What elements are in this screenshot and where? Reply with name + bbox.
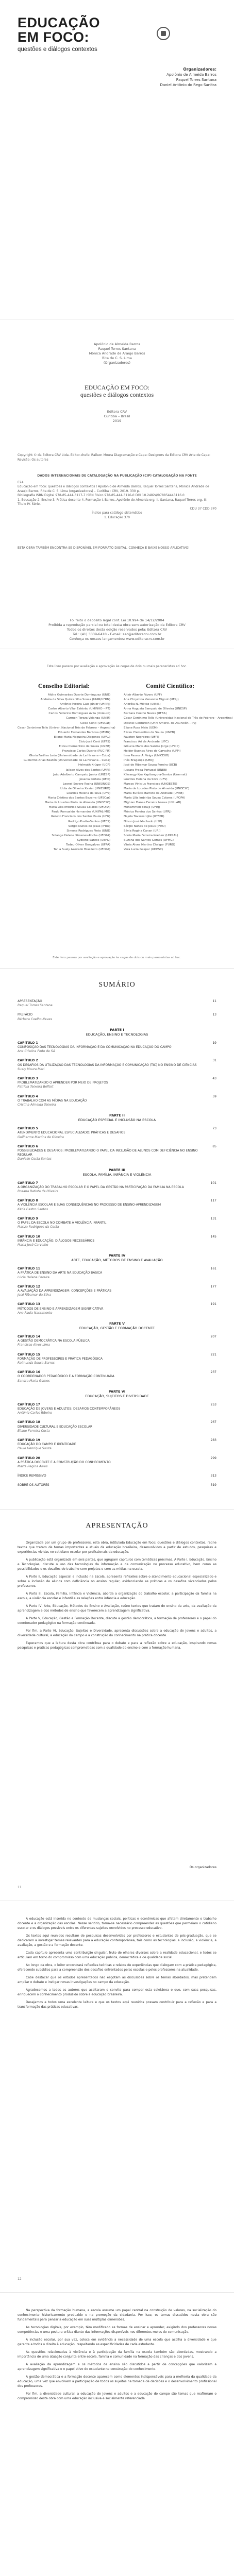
toc-entry-author: Guilherme Martins de Oliveira [18, 1135, 64, 1139]
committee-member: Míghian Danae Ferreira Nunes (UNILAB) [124, 801, 181, 805]
toc-page-number: 19 [212, 1041, 216, 1045]
council-member: Carlos Federico Dominguez Avila (Unieuro) [48, 712, 110, 716]
toc-entry [18, 1041, 216, 1054]
council-member: Jailson Alves dos Santos (UFRJ) [65, 768, 110, 772]
toc-part-name: ESCOLA, FAMÍLIA, INFÂNCIA E VIOLÊNCIA [82, 1172, 152, 1177]
toc-entry-author: Sandra Maria Gomes [18, 1379, 50, 1383]
council-member: Renato Francisco dos Santos Paula (UFG) [51, 815, 110, 819]
toc-part-label: PARTE VI [108, 1389, 126, 1394]
committee-member: Gláucia Maria dos Santos Jorge (UFOP) [124, 745, 180, 749]
toc-part-name: ARTE, EDUCAÇÃO, MÉTODOS DE ENSINO E AVALIAÇÃO [71, 1258, 163, 1263]
toc-entry-title: A ORGANIZAÇÃO DO TRABALHO ESCOLAR E O PAPEL DA GESTÃO NA PARTICIPAÇÃO DA FAMÍLIA NA ESCOLA [18, 1185, 184, 1189]
toc-entry-title: O COORDENADOR PEDAGÓGICO E A FORMAÇÃO CONTINUADA [18, 1375, 114, 1379]
toc-chapter-label: CAPÍTULO 2 [18, 1059, 38, 1063]
paragraph: A educação está inserida no contexto de mudanças sociais, políticas e econômicas que afetam diretamente o trabalho docente e a organização das escolas. Nesse sentido, torna-se necessário compreender as questões que permeiam o cotidiano escolar e os diálogos possíveis entre os diferentes sujeitos envolvidos no processo educativo. [18, 1917, 216, 1930]
toc-page-number: 31 [212, 1059, 216, 1063]
council-member: Maria Cristina dos Santos Bezerra (UFSCar) [47, 796, 110, 800]
toc-page-number: 13 [212, 1013, 216, 1017]
toc-entry-title: A GESTÃO DEMOCRÁTICA NA ESCOLA PÚBLICA [18, 1339, 90, 1343]
paragraph: A Parte II, Educação Especial e Inclusão na Escola, apresenta reflexões sobre o atendimento educacional especializado e sobre a inclusão de alunos com deficiência no ensino regular, evidenciando as práticas e os desafios vivenciados pelos professores. [18, 1575, 216, 1588]
paragraph: Cada capítulo apresenta uma contribuição singular, fruto de olhares diversos sobre a realidade educacional, e todos se articulam em torno do compromisso com uma educação pública, democrática e de qualidade social. [18, 1951, 216, 1959]
publisher-city: Curitiba – Brasil [104, 414, 130, 418]
committee-member: Altair Alberto Fávero (UPF) [124, 693, 162, 697]
toc-part [18, 1028, 216, 1037]
toc-page-number: 177 [210, 1284, 216, 1289]
text-body [18, 2308, 216, 2404]
toc-entry-author: Maria José Carvalho [18, 1243, 48, 1247]
toc-chapter-label: CAPÍTULO 8 [18, 1199, 38, 1203]
toc-entry-author: Suely Moura Meri [18, 1067, 45, 1071]
toc-entry [18, 1145, 216, 1162]
council-member: Maria Lília Imbiriba Sousa Colares (UFOPA) [48, 806, 110, 809]
toc-heading: SUMÁRIO [98, 981, 136, 989]
toc-chapter-label: CAPÍTULO 1 [18, 1041, 38, 1045]
table-of-contents-page [0, 969, 234, 1510]
cip-code: E24 [18, 480, 24, 484]
toc-entry-author: Ana Paula Nascimento [18, 1311, 53, 1315]
toc-entry [18, 1438, 216, 1451]
paragraph: As tecnologias digitais, por exemplo, têm modificado as formas de ensinar e aprender, exigindo dos professores novas competências e uma postura crítica diante das informações disponíveis nos diferentes meios de comunicação. [18, 2326, 216, 2334]
toc-chapter-label: CAPÍTULO 9 [18, 1216, 38, 1221]
toc-page-number: 207 [210, 1334, 216, 1338]
toc-part [18, 1168, 216, 1177]
toc-entry-author: Ana Cristina Pinto de Sá [18, 1049, 55, 1054]
scientific-committee-list [124, 693, 233, 852]
toc-entry-title: ÍNDICE REMISSIVO [18, 1474, 46, 1478]
toc-entry-title: INFÂNCIA E EDUCAÇÃO: DIÁLOGOS NECESSÁRIOS [18, 1239, 95, 1243]
committee-member: Barbara Coelho Neves (UFBA) [124, 712, 167, 716]
toc-chapter-label: CAPÍTULO 11 [18, 1267, 40, 1271]
toc-page-number: 11 [212, 999, 216, 1003]
toc-entry-author: Francisco Alves Lima [18, 1343, 50, 1347]
toc-entry-title: OS DESAFIOS DA UTILIZAÇÃO DAS TECNOLOGIAS DA INFORMAÇÃO E COMUNICAÇÃO (TIC) NO ENSINO DE CIÊNCIAS [18, 1063, 197, 1067]
toc-page-number: 319 [210, 1483, 216, 1487]
toc-chapter-label: CAPÍTULO 17 [18, 1402, 40, 1406]
toc-page-number: 43 [212, 1077, 216, 1081]
cover-page [0, 0, 234, 319]
presentation-body [18, 1540, 216, 1653]
paragraph: A Parte III, Escola, Família, Infância e Violência, aborda a organização do trabalho escolar, a participação da família na escola, a violência escolar e infantil e as relações entre infância e educação. [18, 1592, 216, 1600]
committee-member: Cesar Gerónimo Tello (Universidad Nacional de Três de Febrero – Argentina) [124, 717, 233, 720]
committee-member: Sérgio Nunes de Jesus (IFRO) [124, 824, 166, 828]
page-number: 11 [18, 1886, 22, 1889]
paragraph: Por fim, a diversidade cultural, a educação de jovens e adultos e a educação do campo são temas que reafirmam o compromisso desta obra com uma educação inclusiva e socialmente referenciada. [18, 2392, 216, 2400]
toc-entry-author: Raquel Torres Santana [18, 1004, 53, 1008]
council-member: Cesar Gerónimo Tello (Univer .Nacional Três de Febrero – Argentina) [18, 726, 115, 730]
toc-page-number: 117 [210, 1199, 216, 1203]
toc-entry [18, 1077, 216, 1090]
toc-entry-author: Paulo Henrique Souza [18, 1447, 52, 1451]
toc-entry-title: COMPOSIÇÃO DAS TECNOLOGIAS DA INFORMAÇÃO E DA COMUNICAÇÃO NA EDUCAÇÃO DO CAMPO [18, 1045, 172, 1049]
committee-member: Maria Eurácia Barreto de Andrade (UFRB) [124, 791, 184, 795]
credits-book-title [0, 384, 234, 398]
council-member: Carlos Alberto Vilar Estêvão (UMINHO – PT) [48, 707, 110, 711]
council-member: Lourdes Helena da Silva (UFV) [66, 791, 110, 795]
toc-chapter-label: CAPÍTULO 6 [18, 1144, 38, 1148]
toc-entry-author: Danielle Costa Santos [18, 1157, 52, 1161]
toc-entry [18, 1403, 216, 1416]
cover-title [18, 15, 152, 44]
toc-entry-title: SOBRE OS AUTORES [18, 1483, 49, 1487]
council-member: Elizeu Clementino de Souza (UNEB) [59, 745, 110, 749]
council-member: Francisco Carlos Duarte (PUC-PR) [62, 750, 110, 753]
council-member: Élsio José Corá (UFFS) [78, 740, 110, 743]
committee-member: Vera Lucia Gaspar (UDESC) [124, 848, 163, 852]
editorial-council-column [18, 682, 115, 852]
toc-entry [18, 1353, 216, 1366]
toc-part [18, 1389, 216, 1399]
presentation-page [0, 1510, 234, 1901]
editorial-board-page [0, 649, 234, 969]
toc-entry-title: POSSIBILIDADES E DESAFIOS: PROBLEMATIZANDO O PAPEL DA INCLUSÃO DE ALUNOS COM DEFICIÊNCIA NO ENSINO REGULAR [18, 1149, 198, 1157]
toc-page-number: 101 [210, 1181, 216, 1185]
presentation-heading: APRESENTAÇÃO [86, 1522, 148, 1530]
cip-title: DADOS INTERNACIONAIS DE CATALOGAÇÃO NA PUBLICAÇÃO (CIP) CATALOGAÇÃO NA FONTE [37, 474, 197, 478]
board-note: Este livro passou por avaliação e aprovação às cegas de dois ou mais pareceristas ad hoc. [53, 956, 181, 959]
toc-chapter-label: CAPÍTULO 20 [18, 1456, 40, 1460]
page-number: 12 [18, 2277, 22, 2281]
toc-entry [18, 1127, 216, 1140]
footer-line: Proibida a reprodução parcial ou total desta obra sem autorização da Editora CRV [48, 623, 186, 627]
toc-entry-author: Antônio Carlos Ribeiro [18, 1411, 52, 1415]
toc-chapter-label: CAPÍTULO 15 [18, 1352, 40, 1357]
toc-page-number: 85 [212, 1144, 216, 1148]
toc-entry [18, 1059, 216, 1072]
toc-chapter-label: CAPÍTULO 14 [18, 1334, 40, 1338]
toc-part-label: PARTE V [109, 1321, 125, 1326]
council-member: Paulo Romualdo Hernandes (UNIFAL-MG) [52, 810, 110, 814]
toc-entry-title: A PRÁTICA DE ENSINO DA ARTE NA EDUCAÇÃO BÁSICA [18, 1271, 103, 1275]
toc-page-number: 283 [210, 1438, 216, 1442]
organizer-name: Raquel Torres Santana [176, 78, 216, 82]
cip-keywords: 1. Educação 2. Ensino 3. Prática docente 4. Formação I. Barros, Apolônio de Almeida org. II. Santana, Raquel Torres org. III. Título IV. Série. [18, 498, 208, 506]
toc-entry-title: O PAPEL DA ESCOLA NO COMBATE À VIOLÊNCIA INFANTIL [18, 1221, 107, 1225]
toc-entry-title: MÉTODOS DE ENSINO E APRENDIZAGEM SIGNIFICATIVA [18, 1307, 104, 1311]
paragraph: Agradecemos a todos os autores que aceitaram o convite para compor esta coletânea e que, com suas pesquisas, enriquecem o conhecimento produzido sobre a educação brasileira. [18, 1988, 216, 1996]
toc-entry [18, 1483, 216, 1487]
toc-chapter-label: CAPÍTULO 16 [18, 1370, 40, 1375]
toc-entry-author: Marta Regina Alves [18, 1465, 48, 1468]
committee-member: Kilwangy Kya Kapitango-a-Samba (Unemat) [124, 773, 187, 776]
paragraph: A Parte V, Educação, Gestão e Formação Docente, discute a gestão democrática, a formação de professores e o papel do coordenador pedagógico na formação continuada. [18, 1617, 216, 1625]
committee-member: Marcos Vinicius Francisco (UNOESTE) [124, 782, 177, 786]
toc-entry [18, 1420, 216, 1433]
toc-entry-author: Mariza Rodrigues da Costa [18, 1225, 59, 1229]
committee-member: Nilson José Machado (USP) [124, 820, 162, 823]
toc-page-number: 59 [212, 1094, 216, 1098]
organizers-note: (Organizadores) [103, 361, 131, 365]
committee-member: Andréia N. Militão (UEMS) [124, 703, 161, 706]
text-page [0, 2293, 234, 2576]
cover-organizers [160, 67, 216, 88]
toc-chapter-label: CAPÍTULO 3 [18, 1077, 38, 1081]
committee-member: Maria de Lourdes Pinto de Almeida (UNOESC) [124, 787, 190, 790]
toc-page-number: 299 [210, 1456, 216, 1460]
council-member: Elione Maria Nogueira Diogenes (UFAL) [54, 735, 110, 739]
editorial-council-list [18, 693, 115, 852]
toc-chapter-label: CAPÍTULO 19 [18, 1438, 40, 1442]
paragraph: A gestão democrática e a formação docente aparecem como elementos indispensáveis para a melhoria da qualidade da educação, uma vez que envolvem a participação de todos os sujeitos na tomada de decisões e o desenvolvimento profissional dos professores. [18, 2375, 216, 2388]
committee-member: Lourdes Helena da Silva (UFV) [124, 777, 168, 781]
committee-member: Mônica Pereira dos Santos (UFRJ) [124, 810, 172, 814]
council-member: Simone Rodrigues Pinto (UNB) [66, 829, 110, 833]
toc-entry-title: FORMAÇÃO DE PROFESSORES E PRÁTICA PEDAGÓGICA [18, 1357, 103, 1361]
toc-page-number: 161 [210, 1267, 216, 1271]
council-member: Tania Suely Azevedo Brasileiro (UFOPA) [54, 848, 110, 852]
council-member: Josania Portela (UFPI) [79, 777, 110, 781]
committee-member: Inês Bragança (UERJ) [124, 759, 155, 762]
legal-text: Copyright © da Editora CRV Ltda. Editor-chefe: Railson Moura Diagramação e Capa: Designers da Editora CRV Arte de Capa: Revisão: Os autores [18, 453, 211, 462]
council-member: Guillermo Arias Beatón (Universidade de La Havana – Cuba) [23, 759, 110, 762]
credits-publisher [0, 410, 234, 423]
toc-page-number: 221 [210, 1352, 216, 1357]
toc-entry-author: Eliane Ferreira Costa [18, 1429, 50, 1433]
toc-part-name: EDUCAÇÃO, ENSINO E TECNOLOGIAS [86, 1032, 148, 1037]
cover-subtitle: questões e diálogos contextos [18, 46, 97, 53]
cover-title-line-2: EM FOCO: [18, 29, 89, 45]
toc-entry-title: DIVERSIDADE CULTURAL E EDUCAÇÃO ESCOLAR [18, 1425, 93, 1429]
toc-entry-title: A AVALIAÇÃO DA APRENDIZAGEM: CONCEPÇÕES E PRÁTICAS [18, 1289, 112, 1293]
credits-footer [0, 618, 234, 641]
committee-member: Maria Lília Imbiriba Sousa Colares (UFOPA) [124, 796, 186, 800]
scientific-committee-column [124, 682, 233, 852]
toc-part-label: PARTE I [110, 1027, 124, 1032]
organizers-label: Organizadores: [183, 67, 216, 72]
board-intro: Este livro passou por avaliação e aprovação às cegas de dois ou mais pareceristas ad hoc. [46, 665, 188, 668]
footer-line: Conheça os nossos lançamentos: www.editoracrv.com.br [69, 637, 165, 641]
toc-entry [18, 1199, 216, 1212]
council-member: Antônio Pereira Gaio Júnior (UFRRJ) [60, 703, 110, 706]
cip-block [18, 474, 216, 511]
committee-member: Diosnel Centurion (Univ Americ. de Asunción – Py) [124, 721, 196, 725]
committee-member: José de Ribamar Sousa Pereira (UCB) [124, 764, 177, 767]
catalog-index [0, 511, 234, 520]
toc-entry-title: APRESENTAÇÃO [18, 999, 42, 1003]
author-name: Apolônio de Almeida Barros [94, 342, 140, 346]
council-member: Eduardo Fernandes Barbosa (UFMG) [58, 731, 110, 734]
paragraph: As questões relacionadas à violência e à participação da família na escola também são abordadas, mostrando a importância de uma atuação conjunta entre escola, família e comunidade na formação das crianças e dos jovens. [18, 2350, 216, 2359]
toc-entry-title: A VIOLÊNCIA ESCOLAR E SUAS CONSEQUÊNCIAS NO PROCESSO DE ENSINO-APRENDIZAGEM [18, 1203, 161, 1207]
toc-chapter-label: CAPÍTULO 18 [18, 1420, 40, 1425]
toc-entry [18, 1456, 216, 1469]
organizer-name: Daniel Antônio do Rego Sanitra [160, 83, 216, 87]
council-member: Aldira Guimarães Duarte Domínguez (UNB) [47, 693, 110, 697]
toc-page-number: 191 [210, 1302, 216, 1307]
council-member: Gloria Fariñas León (Universidade de La Havana – Cuba) [29, 754, 110, 758]
toc-part-label: PARTE III [108, 1167, 126, 1172]
editorial-council-title: Conselho Editorial: [38, 682, 90, 689]
committee-member: Elizeu Clementino de Souza (UNEB) [124, 731, 175, 734]
isbn-note: ESTA OBRA TAMBÉM ENCONTRA-SE DISPONÍVEL EM FORMATO DIGITAL. CONHEÇA E BAIXE NOSSO APLICATIVO! [18, 546, 190, 550]
toc-entry-title: O TRABALHO COM AS MÍDIAS NA EDUCAÇÃO [18, 1098, 87, 1103]
toc-page-number: 313 [210, 1474, 216, 1478]
paragraph: Organizada por um grupo de professores, esta obra, intitulada Educação em foco: questões e diálogos contextos, reúne textos que tratam de temas importantes e atuais da educação brasileira, desenvolvidos a partir de estudos, pesquisas e experiências vividas no cotidiano escolar por profissionais da educação. [18, 1541, 216, 1554]
toc-part [18, 1253, 216, 1263]
council-member: João Adalberto Campato Junior (UNESP) [53, 773, 110, 776]
committee-member: Anna Augusta Sampaio de Oliveira (UNESP) [124, 707, 187, 711]
toc-entry [18, 1267, 216, 1280]
footer-line: Tel.: (41) 3039-6418 - E-mail: sac@editoracrv.com.br [73, 632, 161, 636]
credits-authors [0, 342, 234, 365]
credits-page [0, 319, 234, 649]
toc-entry-title: EDUCAÇÃO DE JOVENS E ADULTOS: DESAFIOS CONTEMPORÂNEOS [18, 1406, 121, 1411]
paragraph: Os textos aqui reunidos resultam de pesquisas desenvolvidas por professores e estudantes de pós-graduação, que se dedicaram a investigar temas relevantes para a educação contemporânea, tais como as tecnologias, a inclusão, a violência, a avaliação, a gestão e a formação docente. [18, 1934, 216, 1947]
toc-chapter-label: CAPÍTULO 5 [18, 1127, 38, 1131]
council-member: Leonel Severo Rocha (UNISINOS) [63, 782, 110, 786]
toc-part-name: EDUCAÇÃO, GESTÃO E FORMAÇÃO DOCENTE [79, 1326, 155, 1330]
committee-member: Jussara Fraga Portugal (UNEB) [124, 768, 168, 772]
council-member: Solange Helena Ximenes-Rocha (UFOPA) [52, 834, 110, 837]
toc-chapter-label: CAPÍTULO 4 [18, 1094, 38, 1098]
toc-page-number: 131 [210, 1216, 216, 1221]
toc-entry [18, 999, 216, 1008]
toc-entry-title: ATENDIMENTO EDUCACIONAL ESPECIALIZADO: PRÁTICAS E DESAFIOS [18, 1131, 126, 1135]
toc-entry [18, 1285, 216, 1298]
paragraph: A publicação está organizada em seis partes, que agrupam capítulos com temáticas próximas. A Parte I, Educação, Ensino e Tecnologias, discute o uso das tecnologias da informação e da comunicação no processo educativo, bem como as possibilidades e os desafios do trabalho com projetos e com as mídias na escola. [18, 1558, 216, 1571]
footer-line: Foi feito o depósito legal conf. Lei 10.994 de 14/12/2004 [70, 618, 164, 622]
council-member: Maria de Lourdes Pinto de Almeida (UNOESC) [44, 801, 110, 805]
toc-entry [18, 1335, 216, 1348]
committee-member: Fauston Negreiros (UFPI) [124, 735, 159, 739]
toc-entry-title: PREFÁCIO [18, 1013, 33, 1017]
council-member: Lídia de Oliveira Xavier (UNIEURO) [60, 787, 110, 790]
book-title-line-2: questões e diálogos contextos [80, 391, 154, 398]
toc-entry-author: Patrícia Teixeira Belfort [18, 1085, 54, 1089]
toc-entry [18, 1370, 216, 1383]
paragraph: Desejamos a todos uma excelente leitura e que os textos aqui reunidos possam contribuir para a reflexão e para a transformação das práticas educativas. [18, 2001, 216, 2009]
scientific-committee-title: Comitê Científico: [145, 682, 195, 689]
council-member: Carmen Tereza Velanga (UNIR) [66, 717, 110, 720]
committee-member: Francisco Ari de Andrade (UFC) [124, 740, 169, 743]
council-member: Sergio Nunes de Jesus (IFRO) [68, 824, 110, 828]
council-member: Andréia da Silva Quintanilha Sousa (UNIR/UFRN) [40, 698, 110, 702]
toc-entry-author: Raimunda Sousa Barros [18, 1361, 55, 1365]
paragraph: Cabe destacar que os estudos apresentados não esgotam as discussões sobre os temas abordados, mas pretendem ampliar o debate e instigar novas investigações no campo da educação. [18, 1976, 216, 1984]
cip-cdu: CDU 37 CDD 370 [190, 506, 216, 511]
toc-chapter-label: CAPÍTULO 12 [18, 1284, 40, 1289]
council-member: Helmuth Krüger (UCP) [78, 764, 110, 767]
paragraph: Ao longo da obra, o leitor encontrará reflexões teóricas e relatos de experiências que dialogam com a prática pedagógica, oferecendo subsídios para a compreensão dos desafios enfrentados pelas escolas e pelos professores na atualidade. [18, 1963, 216, 1972]
paragraph: Esperamos que a leitura desta obra contribua para o debate e para a reflexão sobre a educação, inspirando novas pesquisas e práticas pedagógicas comprometidas com a qualidade do ensino e com a formação humana. [18, 1641, 216, 1650]
toc-page-number: 253 [210, 1402, 216, 1406]
index-label: Índice para catálogo sistemático [92, 511, 142, 515]
paragraph: A Parte IV, Arte, Educação, Métodos de Ensino e Avaliação, reúne textos que tratam do ensino da arte, da avaliação da aprendizagem e dos métodos de ensino que favorecem a aprendizagem significativa. [18, 1604, 216, 1613]
toc-part [18, 1113, 216, 1123]
publisher-logo-icon [157, 27, 170, 40]
toc-part-name: EDUCAÇÃO, SUJEITOS E DIVERSIDADE [85, 1394, 149, 1398]
publisher-name: Editora CRV [107, 410, 127, 414]
toc-entry-author: Kátia Castro Santos [18, 1207, 48, 1211]
toc-entry-author: Lúcia Helena Pereira [18, 1275, 49, 1279]
toc-entry [18, 1235, 216, 1248]
paragraph: A inclusão escolar, por sua vez, coloca em evidência a necessidade de uma escola que acolha a diversidade e que garanta a todos o direito à educação, respeitando as especificidades de cada estudante. [18, 2338, 216, 2346]
presentation-signature: Os organizadores [189, 1866, 216, 1869]
toc-entry-author: Bárbara Coelho Neves [18, 1017, 52, 1021]
committee-member: Najela Tavares Ujiie (UTFPR) [124, 815, 164, 819]
book-title-line-1: EDUCAÇÃO EM FOCO: [84, 384, 149, 391]
author-name: Rita de C. S. Lima [102, 356, 132, 360]
paragraph: A avaliação da aprendizagem e os métodos de ensino são discutidos a partir de concepções que valorizam a aprendizagem significativa e o papel ativo do estudante na construção do conhecimento. [18, 2363, 216, 2371]
committee-member: Sonia Maria Ferreira Koehler (UNISAL) [124, 834, 178, 837]
toc-page-number: 73 [212, 1127, 216, 1131]
toc-entry-title: PROBLEMATIZANDO O APRENDER POR MEIO DE PROJETOS [18, 1081, 108, 1085]
author-name: Raquel Torres Santana [98, 347, 136, 351]
toc-entries [18, 999, 216, 1493]
committee-member: Ilma Passos A. Veiga (UNICEUB) [124, 754, 170, 758]
toc-entry [18, 1474, 216, 1478]
committee-member: Silvia Regina Canan (URI) [124, 829, 161, 833]
paragraph: Na perspectiva da formação humana, a escola assume um papel central na construção de valores, na socialização do conhecimento historicamente produzido e na promoção da cidadania. Por isso, os temas discutidos nesta obra são fundamentais para pensar a educação em suas múltiplas dimensões. [18, 2309, 216, 2321]
text-body [18, 1917, 216, 2012]
toc-entry-author: Cristina Almeida Teixeira [18, 1103, 56, 1107]
index-item: 1. Educação 370 [104, 515, 130, 519]
toc-entry [18, 1181, 216, 1194]
organizer-name: Apolônio de Almeida Barros [166, 73, 216, 77]
committee-member: Mohammed Elhajji (UFRJ) [124, 806, 160, 809]
toc-chapter-label: CAPÍTULO 13 [18, 1302, 40, 1307]
cip-text: Educação em foco: questões e diálogos contextos / Apolônio de Almeida Barros, Raquel Torres Santana, Mônica Andrade de Araujo Barros, Rita de C. S. Lima (organizadores) – Curitiba : CRV, 2019. 330 p. [18, 485, 209, 493]
toc-entry-author: José Ribamar da Silva [18, 1293, 52, 1297]
toc-part-name: EDUCAÇÃO ESPECIAL E INCLUSÃO NA ESCOLA [78, 1118, 156, 1123]
council-member: Sydione Santos (UEPG) [77, 838, 110, 842]
cover-title-line-1: EDUCAÇÃO [18, 15, 101, 30]
toc-page-number: 237 [210, 1370, 216, 1375]
toc-entry-title: A PRÁTICA DOCENTE E A CONSTRUÇÃO DO CONHECIMENTO [18, 1460, 111, 1464]
toc-entry-author: Rosana Batista de Oliveira [18, 1190, 59, 1194]
toc-chapter-label: CAPÍTULO 10 [18, 1234, 40, 1239]
toc-entry [18, 1013, 216, 1021]
paragraph: Por fim, a Parte VI, Educação, Sujeitos e Diversidade, apresenta discussões sobre a educação de jovens e adultos, a diversidade cultural, a educação do campo e a construção do conhecimento na prática docente. [18, 1629, 216, 1637]
toc-entry [18, 1302, 216, 1315]
toc-part-label: PARTE II [109, 1113, 125, 1118]
publication-year: 2019 [112, 419, 122, 423]
toc-entry [18, 1095, 216, 1108]
toc-page-number: 267 [210, 1420, 216, 1425]
author-name: Mônica Andrade de Araujo Barros [89, 351, 145, 355]
committee-member: Vânia Alves Martins Chaigar (FURG) [124, 843, 175, 846]
toc-part [18, 1321, 216, 1331]
committee-member: Suzana dos Santos Gomes (UFMG) [124, 838, 174, 842]
toc-chapter-label: CAPÍTULO 7 [18, 1181, 38, 1185]
council-member: Tadeu Oliver Gonçalves (UFPA) [66, 843, 110, 846]
committee-member: Helder Buenos Aires de Carvalho (UFPI) [124, 750, 181, 753]
council-member: Celso Conti (UFSCar) [80, 721, 110, 725]
text-page [0, 1901, 234, 2293]
cip-bibliography: Bibliografia ISBN Digital 978-85-444-3117-7 ISBN Físico 978-85-444-3116-0 DOI 10.24824/978854443116.0 [18, 494, 185, 497]
toc-part-label: PARTE IV [108, 1253, 126, 1258]
toc-entry-title: EDUCAÇÃO DO CAMPO E IDENTIDADE [18, 1443, 76, 1447]
council-member: Rodrigo Pratte-Santos (UFES) [68, 820, 110, 823]
committee-member: Eliane Rose Maio (UEM) [124, 726, 158, 730]
committee-member: Ana Chrystina Venancio Mignot (UERJ) [124, 698, 179, 702]
toc-page-number: 145 [210, 1234, 216, 1239]
footer-line: Todos os direitos desta edição reservados pela: Editora CRV [66, 628, 168, 632]
toc-entry [18, 1217, 216, 1230]
